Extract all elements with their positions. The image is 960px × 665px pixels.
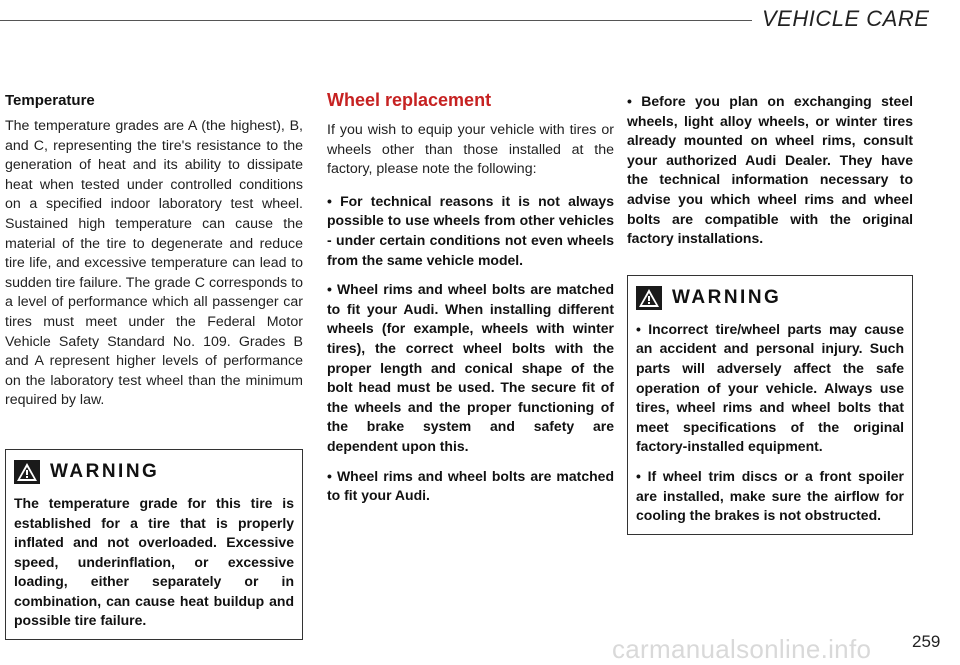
wheel-replacement-intro: If you wish to equip your vehicle with tires or wheels other than those installed at the factory, please note the following: [327, 122, 614, 178]
left-column [5, 92, 303, 640]
bullet-item: • Wheel rims and wheel bolts are matched to fit your Audi. [327, 467, 614, 504]
temperature-heading: Temperature [5, 92, 95, 109]
warning-header [636, 286, 904, 310]
wheel-warning-box [627, 275, 913, 535]
watermark: carmanualsonline.info [612, 634, 872, 664]
warning-header [14, 460, 294, 484]
header-rule [0, 20, 752, 21]
right-column [627, 92, 913, 535]
warning-label: WARNING [50, 460, 160, 482]
warning-text: The temperature grade for this tire is established for a tire that is properly inflated and not overloaded. Excessive speed, underinflation, or excessive loading, either separately or in combination, can cause heat buildup and possible tire failure. [14, 494, 294, 629]
bullet-item: • For technical reasons it is not always possible to use wheels from other vehicles - under certain conditions not even wheels from the same vehicle model. [327, 192, 614, 268]
bullet-item: • Before you plan on exchanging steel wheels, light alloy wheels, or winter tires already mounted on wheel rims, consult your authorized Audi Dealer. They have the technical information necessary to advise you which wheel rims and wheel bolts are compatible with the original factory installations. [627, 93, 913, 247]
warning-triangle-icon [636, 286, 662, 310]
bullet-item: • Wheel rims and wheel bolts are matched to fit your Audi. When installing different wheels (for example, wheels with winter tires), the correct wheel bolts with the proper length and conical shape of the bolt head must be used. The secure fit of the wheels and the proper functioning of the brake system and safety are dependent upon this. [327, 281, 614, 454]
page-header-title: VEHICLE CARE [762, 6, 930, 31]
warning-triangle-icon [14, 460, 40, 484]
page-number: 259 [912, 632, 941, 651]
temperature-paragraph: The temperature grades are A (the highest), B, and C, representing the tire's resistance to the generation of heat and its ability to dissipate heat when tested under controlled conditions on a specified indoor laboratory test wheel. Sustained high temperature can cause the material of the tire to degenerate and reduce tire life, and excessive temperature can lead to sudden tire failure. The grade C corresponds to a level of performance which all passenger car tires must meet under the Federal Motor Vehicle Safety Standard No. 109. Grades B and A represent higher levels of performance on the laboratory test wheel than the minimum required by law. [5, 118, 303, 409]
temperature-warning-box [5, 449, 303, 640]
warning-item: • Incorrect tire/wheel parts may cause an accident and personal injury. Such parts will adversely affect the safe operation of your vehicle. Always use tires, wheel rims and wheel bolts that meet specifications of the original factory-installed equipment. [636, 320, 904, 455]
middle-column [327, 92, 614, 516]
wheel-replacement-heading: Wheel replacement [327, 90, 492, 110]
warning-item: • If wheel trim discs or a front spoiler are installed, make sure the airflow for cooling the brakes is not obstructed. [636, 467, 904, 524]
warning-label: WARNING [672, 286, 782, 308]
